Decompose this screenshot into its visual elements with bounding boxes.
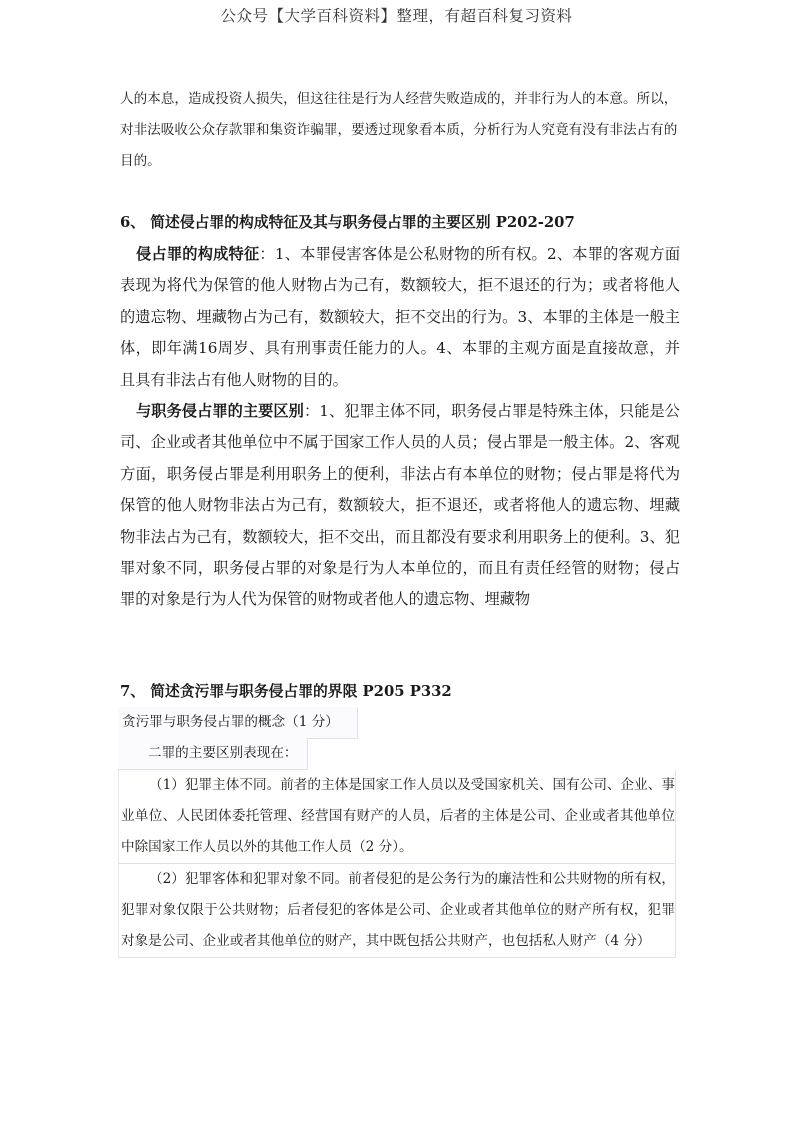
- q6-difference-text: ：1、犯罪主体不同，职务侵占罪是特殊主体，只能是公司、企业或者其他单位中不属于国家工作人员的人员；侵占罪是一般主体。2、客观方面，职务侵占罪是利用职务上的便利，非法占有本单位的财物；侵占罪是将代为保管的他人财物非法占为己有，数额较大，拒不退还，或者将他人的遗忘物、埋藏物非法占为己有，数额较大，拒不交出，而且都没有要求利用职务上的便利。3、犯罪对象不同，职务侵占罪的对象是行为人本单位的，而且有责任经管的财物；侵占罪的对象是行为人代为保管的财物或者他人的遗忘物、埋藏物: [120, 402, 680, 609]
- q7-intro-text: 二罪的主要区别表现在：: [118, 738, 308, 770]
- q7-intro-line: [118, 738, 308, 770]
- page-header: 公众号【大学百科资料】整理，有超百科复习资料: [220, 7, 573, 25]
- q7-item-2: （2）犯罪客体和犯罪对象不同。前者侵犯的是公务行为的廉洁性和公共财物的所有权，犯罪对象仅限于公共财物；后者侵犯的客体是公司、企业或者其他单位的财产所有权，犯罪对象是公司、企业或者其他单位的财产，其中既包括公共财产，也包括私人财产（4 分）: [118, 864, 676, 958]
- q7-concept-text: 贪污罪与职务侵占罪的概念（1 分）: [118, 707, 358, 739]
- intro-paragraph: 人的本息，造成投资人损失，但这往往是行为人经营失败造成的，并非行为人的本意。所以，对非法吸收公众存款罪和集资诈骗罪，要透过现象看本质，分析行为人究竟有没有非法占有的目的。: [120, 91, 678, 169]
- q6-features-text: ：1、本罪侵害客体是公私财物的所有权。2、本罪的客观方面表现为将代为保管的他人财物占为己有，数额较大，拒不退还的行为；或者将他人的遗忘物、埋藏物占为己有，数额较大，拒不交出的行为。3、本罪的主体是一般主体，即年满16周岁、具有刑事责任能力的人。4、本罪的主观方面是直接故意，并且具有非法占有他人财物的目的。: [120, 245, 681, 389]
- q6-difference-label: 与职务侵占罪的主要区别: [136, 402, 304, 420]
- q6-difference-paragraph: [120, 396, 680, 616]
- q6-features-label: 侵占罪的构成特征: [136, 245, 260, 263]
- q6-features-paragraph: [120, 239, 680, 396]
- q7-concept-line: [118, 707, 358, 739]
- q7-item-1: （1）犯罪主体不同。前者的主体是国家工作人员以及受国家机关、国有公司、企业、事业单位、人民团体委托管理、经营国有财产的人员，后者的主体是公司、企业或者其他单位中除国家工作人员以外的其他工作人员（2 分）。: [118, 770, 676, 864]
- question-6-heading: 6、 简述侵占罪的构成特征及其与职务侵占罪的主要区别 P202-207: [120, 214, 575, 231]
- question-7-heading: 7、 简述贪污罪与职务侵占罪的界限 P205 P332: [120, 683, 452, 700]
